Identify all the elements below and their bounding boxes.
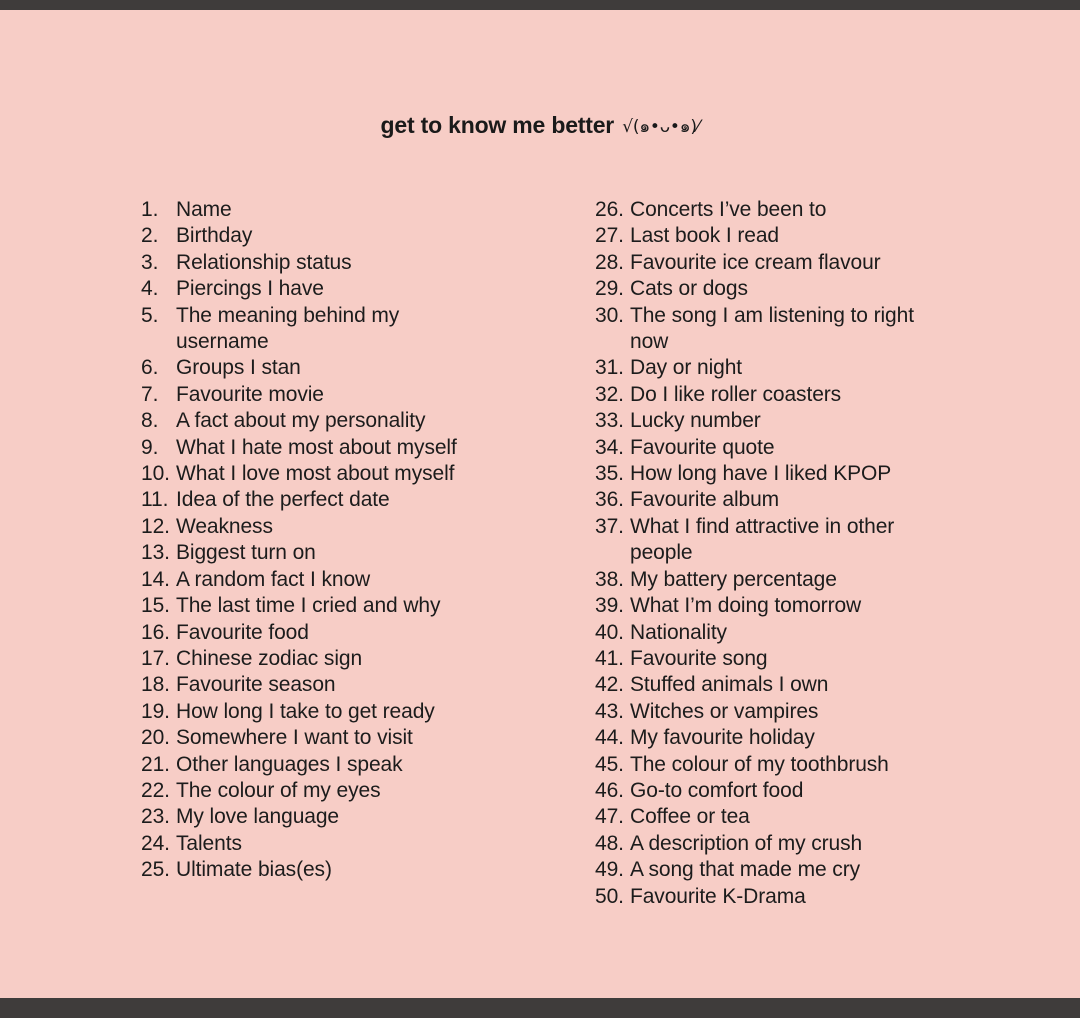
item-number: 33.: [595, 409, 624, 433]
item-text: Lucky number: [630, 409, 761, 433]
list-item: [141, 461, 541, 487]
item-number: 10.: [141, 462, 170, 486]
item-text: The colour of my toothbrush: [630, 752, 889, 776]
item-text: What I’m doing tomorrow: [630, 594, 862, 618]
list-item: [595, 831, 995, 857]
item-number: 19.: [141, 699, 170, 723]
list-item: [595, 435, 995, 461]
item-text: Last book I read: [630, 224, 779, 248]
question-list-left: [141, 197, 541, 884]
list-item: [595, 725, 995, 751]
item-number: 25.: [141, 858, 170, 882]
list-item: [141, 672, 541, 698]
item-number: 15.: [141, 594, 170, 618]
item-text: How long I take to get ready: [176, 699, 435, 723]
item-text: Chinese zodiac sign: [176, 646, 363, 670]
item-number: 1.: [141, 198, 159, 221]
item-text: Weakness: [176, 514, 273, 538]
item-text: My love language: [176, 805, 340, 829]
list-item: [595, 382, 995, 408]
item-number: 37.: [595, 514, 624, 538]
question-list-right: [595, 197, 995, 910]
list-item: [595, 752, 995, 778]
item-number: 11.: [141, 488, 169, 512]
item-text: Coffee or tea: [630, 805, 750, 829]
item-text: The colour of my eyes: [176, 778, 381, 802]
item-number: 9.: [141, 435, 159, 459]
list-item: [141, 276, 541, 302]
item-text: What I hate most about myself: [176, 435, 457, 459]
item-number: 47.: [595, 805, 624, 829]
item-number: 42.: [595, 673, 624, 697]
item-text: Favourite season: [176, 673, 336, 697]
item-text: Somewhere I want to visit: [176, 726, 413, 750]
list-item: [595, 646, 995, 672]
item-text: Piercings I have: [176, 277, 324, 301]
item-number: 50.: [595, 884, 624, 908]
item-text: Other languages I speak: [176, 752, 403, 776]
item-text: Favourite ice cream flavour: [630, 250, 881, 274]
list-item: [141, 699, 541, 725]
item-text: The meaning behind my username: [176, 303, 400, 354]
item-text: Do I like roller coasters: [630, 382, 842, 406]
item-number: 8.: [141, 409, 159, 433]
item-text: Biggest turn on: [176, 541, 316, 565]
item-number: 32.: [595, 382, 624, 406]
title-emoticon: √(๑•ᴗ•๑)⁄: [622, 117, 700, 137]
item-number: 5.: [141, 303, 159, 327]
list-item: [595, 303, 995, 356]
item-number: 28.: [595, 250, 624, 274]
item-number: 38.: [595, 567, 624, 591]
item-text: A description of my crush: [630, 831, 863, 855]
item-number: 46.: [595, 778, 624, 802]
list-item: [595, 857, 995, 883]
item-text: Day or night: [630, 356, 743, 380]
list-item: [141, 250, 541, 276]
item-text: Stuffed animals I own: [630, 673, 829, 697]
list-item: [141, 752, 541, 778]
list-item: [595, 223, 995, 249]
list-item: [141, 857, 541, 883]
list-item: [595, 778, 995, 804]
item-number: 31.: [595, 356, 624, 380]
top-frame-bar: [0, 0, 1080, 10]
item-number: 24.: [141, 831, 170, 855]
item-number: 6.: [141, 356, 159, 380]
item-number: 7.: [141, 382, 159, 406]
item-text: My battery percentage: [630, 567, 837, 591]
item-number: 14.: [141, 567, 170, 591]
item-text: Favourite quote: [630, 435, 775, 459]
item-number: 40.: [595, 620, 624, 644]
item-text: Nationality: [630, 620, 727, 644]
list-item: [595, 567, 995, 593]
item-number: 26.: [595, 198, 624, 221]
item-text: Favourite K-Drama: [630, 884, 806, 908]
list-item: [595, 699, 995, 725]
list-item: [141, 223, 541, 249]
item-text: Ultimate bias(es): [176, 858, 332, 882]
list-item: [141, 514, 541, 540]
list-item: [141, 778, 541, 804]
list-item: [595, 461, 995, 487]
item-text: The song I am listening to right now: [630, 303, 914, 354]
item-number: 27.: [595, 224, 624, 248]
item-number: 18.: [141, 673, 170, 697]
list-item: [595, 276, 995, 302]
item-number: 16.: [141, 620, 170, 644]
list-item: [141, 540, 541, 566]
item-text: Witches or vampires: [630, 699, 819, 723]
bottom-frame-bar: [0, 998, 1080, 1018]
item-text: A fact about my personality: [176, 409, 426, 433]
list-item: [141, 355, 541, 381]
item-text: A song that made me cry: [630, 858, 860, 882]
item-text: What I love most about myself: [176, 462, 455, 486]
item-text: Concerts I’ve been to: [630, 198, 827, 221]
item-text: Favourite album: [630, 488, 780, 512]
item-number: 36.: [595, 488, 624, 512]
item-number: 39.: [595, 594, 624, 618]
item-text: How long have I liked KPOP: [630, 462, 892, 486]
item-text: Go-to comfort food: [630, 778, 804, 802]
item-number: 43.: [595, 699, 624, 723]
item-number: 48.: [595, 831, 624, 855]
item-number: 17.: [141, 646, 170, 670]
list-item: [595, 672, 995, 698]
item-number: 21.: [141, 752, 170, 776]
item-text: Favourite song: [630, 646, 768, 670]
item-text: Name: [176, 198, 232, 221]
item-number: 30.: [595, 303, 624, 327]
list-item: [141, 646, 541, 672]
list-item: [141, 831, 541, 857]
item-number: 45.: [595, 752, 624, 776]
list-item: [141, 487, 541, 513]
item-number: 49.: [595, 858, 624, 882]
list-item: [141, 567, 541, 593]
list-item: [595, 593, 995, 619]
item-number: 3.: [141, 250, 159, 274]
item-text: Idea of the perfect date: [176, 488, 390, 512]
list-item: [141, 408, 541, 434]
item-number: 22.: [141, 778, 170, 802]
item-text: Cats or dogs: [630, 277, 748, 301]
item-number: 2.: [141, 224, 159, 248]
list-item: [141, 725, 541, 751]
item-text: What I find attractive in other people: [630, 514, 895, 565]
item-number: 29.: [595, 277, 624, 301]
list-item: [141, 382, 541, 408]
list-item: [595, 408, 995, 434]
item-number: 12.: [141, 514, 170, 538]
list-item: [595, 250, 995, 276]
list-item: [141, 435, 541, 461]
item-number: 23.: [141, 805, 170, 829]
item-text: Relationship status: [176, 250, 352, 274]
list-item: [141, 804, 541, 830]
item-text: Favourite food: [176, 620, 309, 644]
title-text: get to know me better: [380, 112, 615, 138]
item-number: 34.: [595, 435, 624, 459]
item-number: 44.: [595, 726, 624, 750]
page-title: [0, 112, 1080, 141]
item-text: My favourite holiday: [630, 726, 815, 750]
list-item: [595, 197, 995, 223]
item-number: 35.: [595, 462, 624, 486]
list-item: [595, 620, 995, 646]
list-item: [141, 620, 541, 646]
item-number: 4.: [141, 277, 159, 301]
list-item: [595, 514, 995, 567]
item-text: A random fact I know: [176, 567, 371, 591]
item-number: 20.: [141, 726, 170, 750]
item-text: The last time I cried and why: [176, 594, 441, 618]
list-item: [595, 804, 995, 830]
list-item: [595, 884, 995, 910]
item-text: Favourite movie: [176, 382, 324, 406]
item-text: Birthday: [176, 224, 253, 248]
item-text: Groups I stan: [176, 356, 301, 380]
list-item: [141, 197, 541, 223]
item-text: Talents: [176, 831, 242, 855]
item-number: 13.: [141, 541, 170, 565]
list-item: [141, 303, 541, 356]
list-item: [595, 487, 995, 513]
list-item: [141, 593, 541, 619]
list-item: [595, 355, 995, 381]
item-number: 41.: [595, 646, 624, 670]
